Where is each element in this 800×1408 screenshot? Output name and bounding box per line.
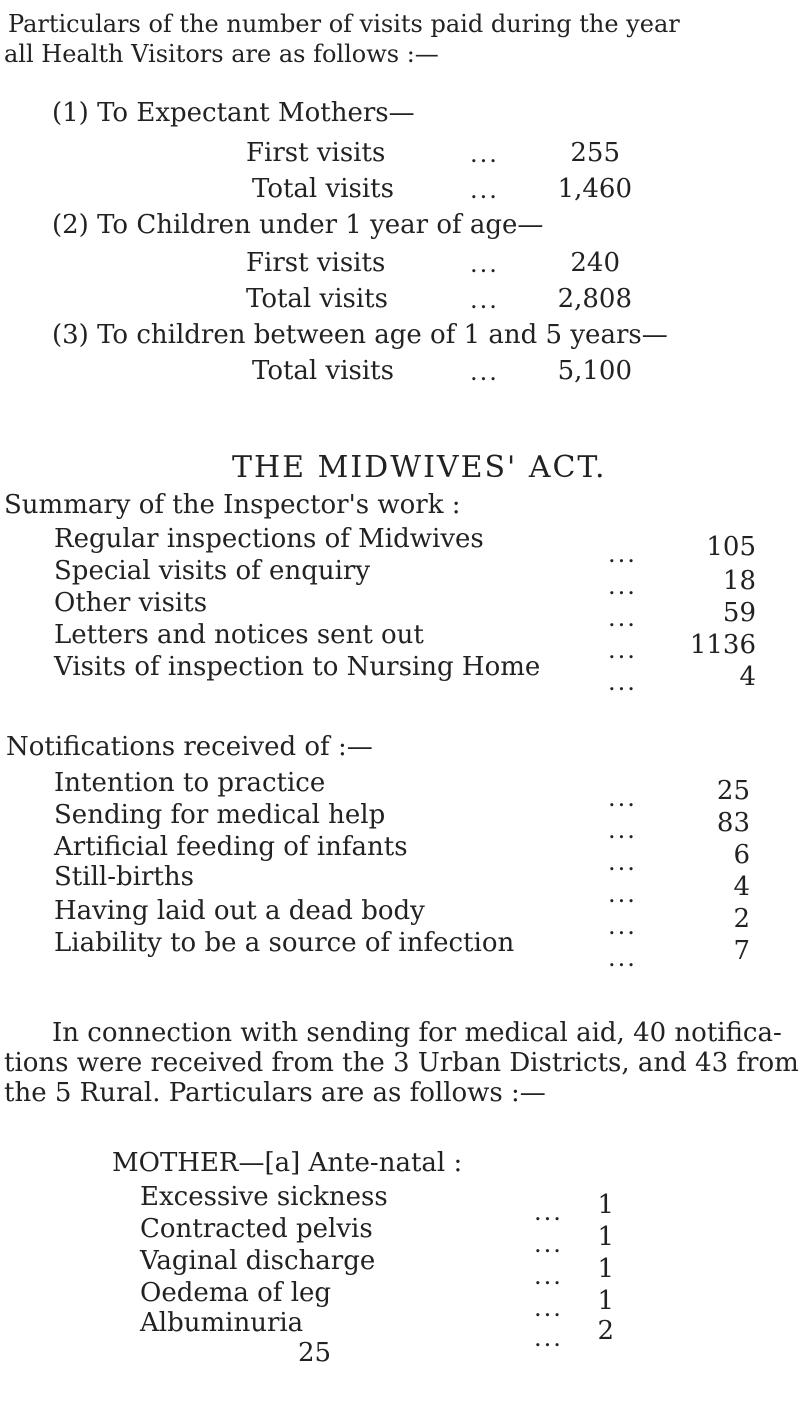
notification-item-value: 6: [733, 840, 750, 870]
notification-dots: ...: [608, 912, 637, 940]
notification-item-label: Having laid out a dead body: [54, 896, 425, 926]
notification-item-value: 83: [716, 808, 750, 838]
midwives-item-label: Letters and notices sent out: [54, 620, 424, 650]
mother-dots: ...: [534, 1230, 563, 1258]
notifications-intro: Notifications received of :—: [6, 732, 373, 762]
notification-dots: ...: [608, 848, 637, 876]
mother-item-value: 2: [597, 1316, 614, 1346]
s3-total-dots: ...: [470, 358, 499, 386]
mother-item-value: 1: [597, 1222, 614, 1252]
s3-heading: (3) To children between age of 1 and 5 years—: [52, 320, 668, 350]
midwives-item-label: Visits of inspection to Nursing Home: [54, 652, 541, 682]
mother-dots: ...: [534, 1294, 563, 1322]
notification-dots: ...: [608, 816, 637, 844]
mother-item-value: 1: [597, 1254, 614, 1284]
notification-item-label: Intention to practice: [54, 768, 326, 798]
s2-first-label: First visits: [246, 248, 386, 278]
s2-total-value: 2,808: [557, 284, 632, 314]
mother-item-value: 1: [597, 1286, 614, 1316]
mother-item-label: Contracted pelvis: [140, 1214, 373, 1244]
notification-dots: ...: [608, 944, 637, 972]
notification-item-value: 7: [733, 936, 750, 966]
midwives-item-value: 4: [739, 662, 756, 692]
notification-dots: ...: [608, 880, 637, 908]
midwives-dots: ...: [608, 668, 637, 696]
midwives-item-value: 59: [722, 598, 756, 628]
notification-item-label: Still-births: [54, 862, 194, 892]
s1-total-value: 1,460: [557, 174, 632, 204]
mother-dots: ...: [534, 1324, 563, 1352]
midwives-dots: ...: [608, 636, 637, 664]
midwives-item-value: 105: [706, 532, 756, 562]
s1-first-dots: ...: [470, 140, 499, 168]
mother-item-label: Albuminuria: [140, 1308, 304, 1338]
intro-line-2: all Health Visitors are as follows :—: [4, 40, 439, 68]
mother-item-value: 1: [597, 1190, 614, 1220]
midwives-item-label: Regular inspections of Midwives: [54, 524, 484, 554]
mother-dots: ...: [534, 1262, 563, 1290]
mother-heading: MOTHER—[a] Ante-natal :: [112, 1148, 463, 1178]
mother-item-label: Vaginal discharge: [140, 1246, 376, 1276]
midwives-dots: ...: [608, 572, 637, 600]
medical-aid-line-1: In connection with sending for medical aid, 40 notifica-: [52, 1018, 782, 1048]
mother-dots: ...: [534, 1198, 563, 1226]
s1-first-value: 255: [570, 138, 620, 168]
s2-heading: (2) To Children under 1 year of age—: [52, 210, 544, 240]
notification-item-value: 4: [733, 872, 750, 902]
notification-item-label: Liability to be a source of infection: [54, 928, 515, 958]
s2-first-dots: ...: [470, 250, 499, 278]
s2-total-dots: ...: [470, 286, 499, 314]
s2-total-label: Total visits: [246, 284, 388, 314]
s3-total-label: Total visits: [252, 356, 394, 386]
midwives-dots: ...: [608, 540, 637, 568]
midwives-summary-intro: Summary of the Inspector's work :: [4, 490, 461, 520]
mother-item-label: Excessive sickness: [140, 1182, 388, 1212]
page-number: 25: [298, 1338, 332, 1368]
notification-dots: ...: [608, 784, 637, 812]
s1-total-dots: ...: [470, 176, 499, 204]
medical-aid-line-3: the 5 Rural. Particulars are as follows :—: [4, 1078, 546, 1108]
midwives-dots: ...: [608, 604, 637, 632]
midwives-item-value: 18: [722, 566, 756, 596]
notification-item-label: Sending for medical help: [54, 800, 386, 830]
midwives-title: THE MIDWIVES' ACT.: [232, 450, 607, 485]
notification-item-label: Artificial feeding of infants: [54, 832, 408, 862]
s1-first-label: First visits: [246, 138, 386, 168]
s2-first-value: 240: [570, 248, 620, 278]
midwives-item-label: Other visits: [54, 588, 208, 618]
midwives-item-label: Special visits of enquiry: [54, 556, 371, 586]
intro-line-1: Particulars of the number of visits paid during the year: [8, 10, 680, 38]
notification-item-value: 25: [716, 776, 750, 806]
midwives-item-value: 1136: [689, 630, 756, 660]
s1-heading: (1) To Expectant Mothers—: [52, 98, 415, 128]
notification-item-value: 2: [733, 904, 750, 934]
s1-total-label: Total visits: [252, 174, 394, 204]
medical-aid-line-2: tions were received from the 3 Urban Districts, and 43 from: [4, 1048, 799, 1078]
s3-total-value: 5,100: [557, 356, 632, 386]
mother-item-label: Oedema of leg: [140, 1278, 332, 1308]
